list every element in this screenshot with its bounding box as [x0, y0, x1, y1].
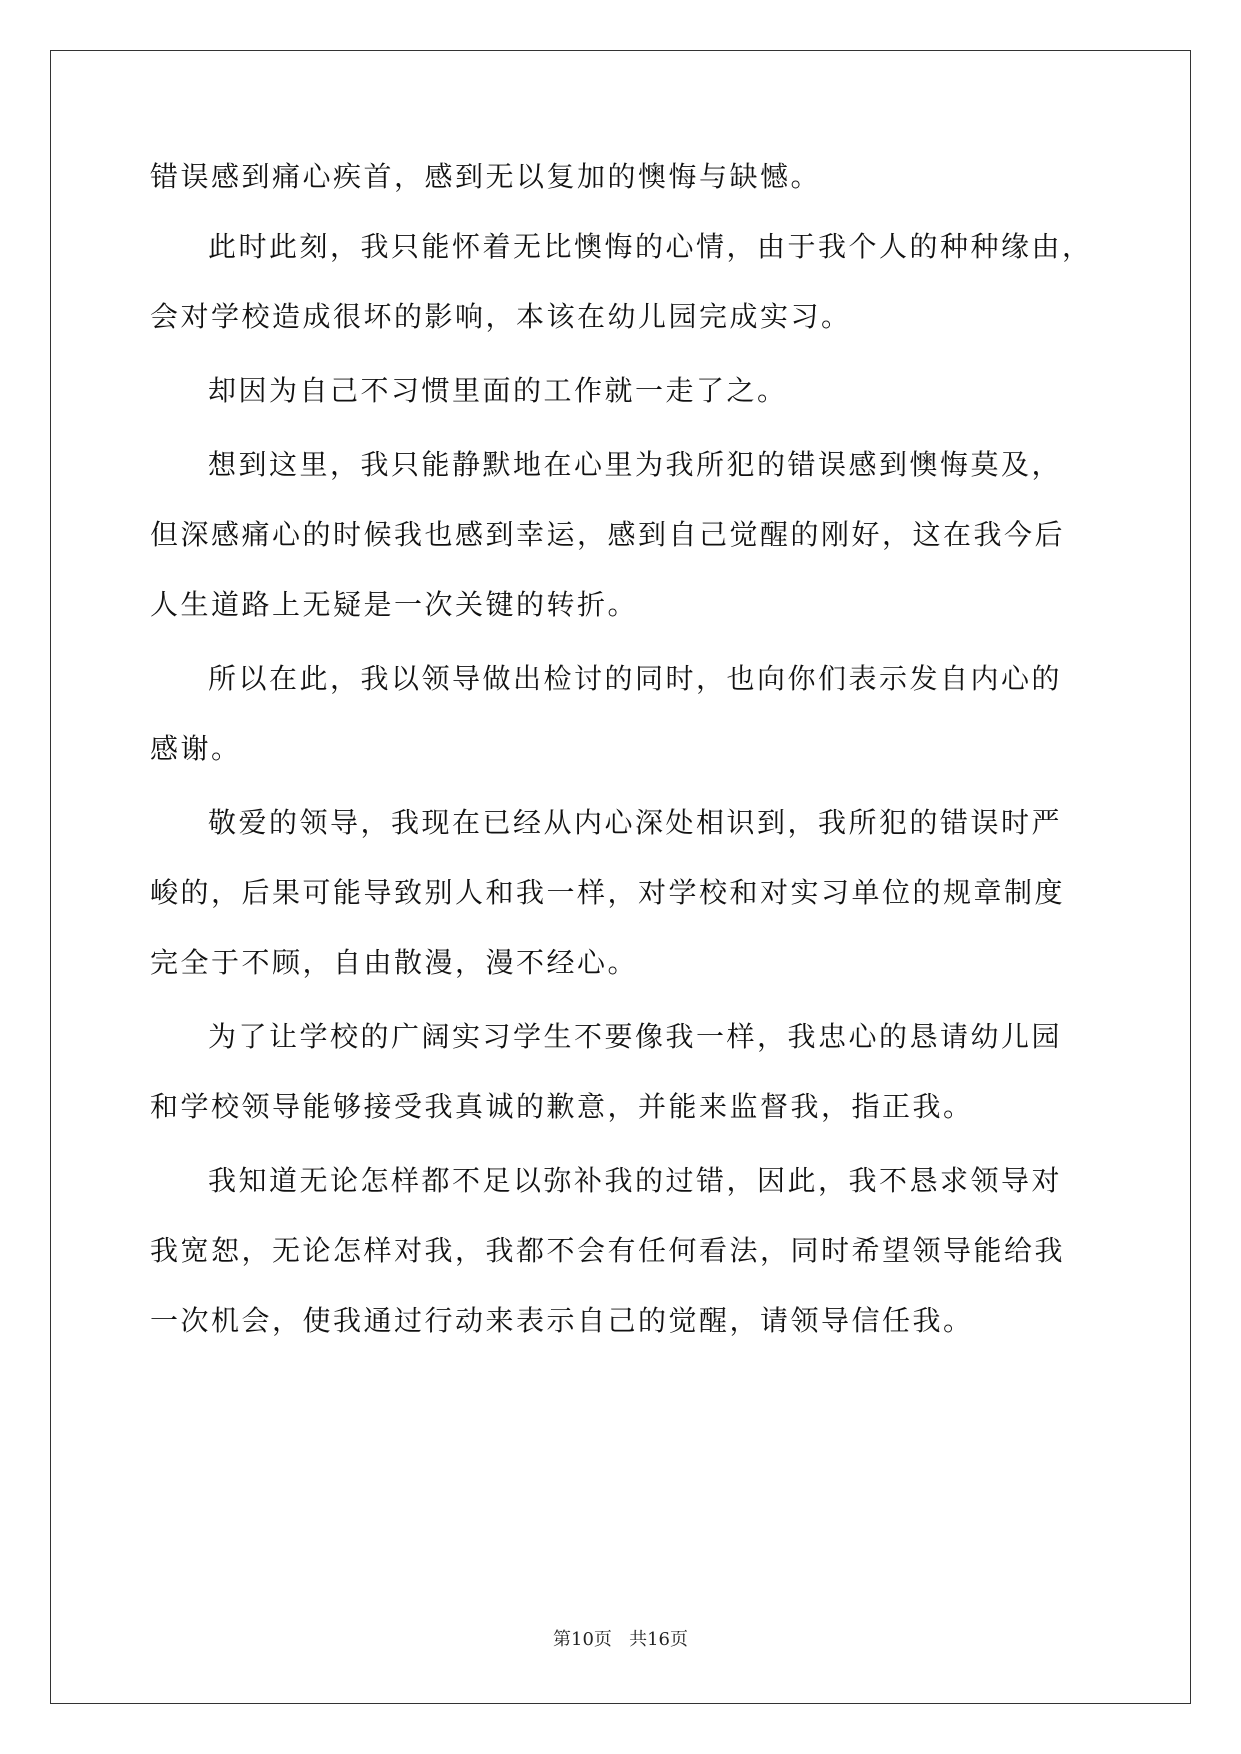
- text-line: 和学校领导能够接受我真诚的歉意，并能来监督我，指正我。: [150, 1090, 974, 1123]
- text-line: 感谢。: [150, 732, 242, 765]
- text-line: 错误感到痛心疾首，感到无以复加的懊悔与缺憾。: [150, 160, 822, 193]
- text-line: 完全于不顾，自由散漫，漫不经心。: [150, 946, 639, 979]
- text-line: 想到这里，我只能静默地在心里为我所犯的错误感到懊悔莫及，: [208, 448, 1063, 481]
- page-footer: [0, 1625, 1241, 1651]
- text-line: 所以在此，我以领导做出检讨的同时，也向你们表示发自内心的: [208, 662, 1063, 695]
- text-line: 我宽恕，无论怎样对我，我都不会有任何看法，同时希望领导能给我: [150, 1234, 1066, 1267]
- text-line: 峻的，后果可能导致别人和我一样，对学校和对实习单位的规章制度: [150, 876, 1066, 909]
- text-line: 会对学校造成很坏的影响，本该在幼儿园完成实习。: [150, 300, 852, 333]
- page-number: 第10页: [553, 1629, 612, 1650]
- text-line: 敬爱的领导，我现在已经从内心深处相识到，我所犯的错误时严: [208, 806, 1063, 839]
- text-line: 此时此刻，我只能怀着无比懊悔的心情，由于我个人的种种缘由，: [208, 230, 1093, 263]
- text-line: 人生道路上无疑是一次关键的转折。: [150, 588, 639, 621]
- page-total: 共16页: [629, 1629, 688, 1650]
- text-line: 我知道无论怎样都不足以弥补我的过错，因此，我不恳求领导对: [208, 1164, 1063, 1197]
- text-line: 一次机会，使我通过行动来表示自己的觉醒，请领导信任我。: [150, 1304, 974, 1337]
- text-line: 却因为自己不习惯里面的工作就一走了之。: [208, 374, 788, 407]
- text-line: 为了让学校的广阔实习学生不要像我一样，我忠心的恳请幼儿园: [208, 1020, 1063, 1053]
- text-line: 但深感痛心的时候我也感到幸运，感到自己觉醒的刚好，这在我今后: [150, 518, 1066, 551]
